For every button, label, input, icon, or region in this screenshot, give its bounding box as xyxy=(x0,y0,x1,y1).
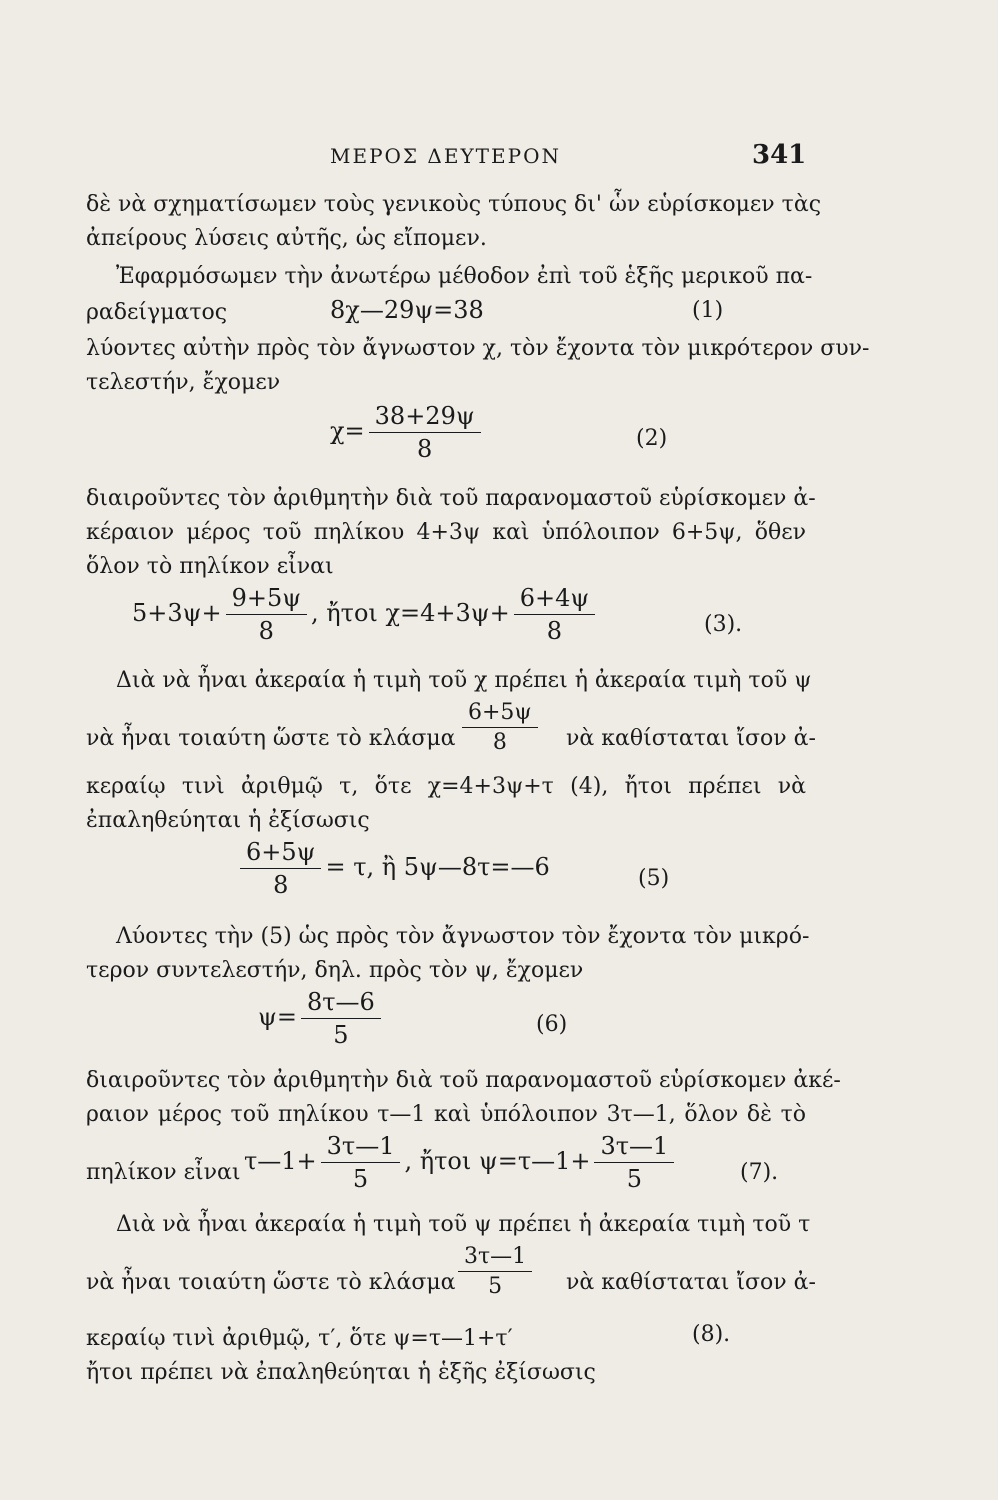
fraction xyxy=(240,838,321,899)
text-line: νὰ ἦναι τοιαύτη ὥστε τὸ κλάσμα xyxy=(86,726,456,751)
equation-7 xyxy=(244,1132,678,1193)
fraction xyxy=(514,584,595,645)
text-line: διαιροῦντες τὸν ἀριθμητὴν διὰ τοῦ παρανομαστοῦ εὑρίσκομεν ἀ- xyxy=(86,486,816,511)
text-line: δὲ νὰ σχηματίσωμεν τοὺς γενικοὺς τύπους δι' ὧν εὑρίσκομεν τὰς xyxy=(86,192,822,217)
numerator: 8τ—6 xyxy=(301,988,381,1019)
equation-6 xyxy=(258,988,385,1049)
text-line: κεραίῳ τινὶ ἀριθμῷ τ, ὅτε χ=4+3ψ+τ (4), ἤτοι πρέπει νὰ xyxy=(86,774,806,799)
text-line: Διὰ νὰ ἦναι ἀκεραία ἡ τιμὴ τοῦ χ πρέπει ἡ ἀκεραία τιμὴ τοῦ ψ xyxy=(116,668,812,693)
numerator: 3τ—1 xyxy=(321,1132,401,1163)
equation-part: τ—1+ xyxy=(244,1147,317,1175)
text-line: ἀπείρους λύσεις αὐτῆς, ὡς εἴπομεν. xyxy=(86,226,487,251)
denominator: 8 xyxy=(258,617,274,645)
text-line: πηλίκον εἶναι xyxy=(86,1160,241,1185)
text-line: Διὰ νὰ ἦναι ἀκεραία ἡ τιμὴ τοῦ ψ πρέπει ἡ ἀκεραία τιμὴ τοῦ τ xyxy=(116,1212,811,1237)
equation-number: (1) xyxy=(692,298,724,323)
equation-lhs: ψ= xyxy=(258,1003,297,1031)
equation-number: (8). xyxy=(692,1322,731,1347)
equation-1: 8χ—29ψ=38 xyxy=(330,296,484,324)
text-line: ὅλον τὸ πηλίκον εἶναι xyxy=(86,554,334,579)
denominator: 8 xyxy=(417,435,433,463)
text-line: ἐπαληθεύηται ἡ ἐξίσωσις xyxy=(86,808,370,833)
page-header xyxy=(0,140,998,180)
equation-number: (7). xyxy=(740,1160,779,1185)
text-line: διαιροῦντες τὸν ἀριθμητὴν διὰ τοῦ παρανομαστοῦ εὑρίσκομεν ἀκέ- xyxy=(86,1068,841,1093)
denominator: 8 xyxy=(273,871,289,899)
text-line: ραιον μέρος τοῦ πηλίκου τ—1 καὶ ὑπόλοιπον 3τ—1, ὅλον δὲ τὸ xyxy=(86,1102,806,1127)
denominator: 5 xyxy=(488,1274,503,1299)
numerator: 38+29ψ xyxy=(369,402,481,433)
text-line: ἤτοι πρέπει νὰ ἐπαληθεύηται ἡ ἑξῆς ἐξίσωσις xyxy=(86,1360,596,1385)
page-number: 341 xyxy=(752,140,807,170)
equation-part: 5+3ψ+ xyxy=(132,599,222,627)
fraction xyxy=(462,700,538,755)
inline-fraction xyxy=(458,700,542,755)
equation-number: (3). xyxy=(704,612,743,637)
denominator: 8 xyxy=(492,730,507,755)
inline-fraction xyxy=(454,1244,536,1299)
equation-5 xyxy=(236,838,550,899)
text-line: κέραιον μέρος τοῦ πηλίκου 4+3ψ καὶ ὑπόλοιπον 6+5ψ, ὅθεν xyxy=(86,520,806,545)
equation-3 xyxy=(132,584,599,645)
fraction xyxy=(226,584,307,645)
equation-number: (2) xyxy=(636,426,668,451)
text-line: κεραίῳ τινὶ ἀριθμῷ, τ′, ὅτε ψ=τ—1+τ′ xyxy=(86,1326,513,1351)
numerator: 3τ—1 xyxy=(458,1244,532,1272)
equation-lhs: χ= xyxy=(330,417,365,445)
text-line: τελεστήν, ἔχομεν xyxy=(86,370,281,395)
fraction xyxy=(321,1132,401,1193)
text-line: τερον συντελεστήν, δηλ. πρὸς τὸν ψ, ἔχομεν xyxy=(86,958,584,983)
equation-2 xyxy=(330,402,485,463)
equation-number: (5) xyxy=(638,866,670,891)
text-line: ραδείγματος xyxy=(86,300,228,325)
fraction xyxy=(458,1244,532,1299)
denominator: 8 xyxy=(546,617,563,645)
equation-part: , ἤτοι ψ=τ—1+ xyxy=(404,1147,591,1175)
numerator: 6+5ψ xyxy=(240,838,321,869)
equation-part: , ἤτοι χ=4+3ψ+ xyxy=(311,599,510,627)
denominator: 5 xyxy=(626,1165,643,1193)
numerator: 9+5ψ xyxy=(226,584,307,615)
fraction xyxy=(369,402,481,463)
denominator: 5 xyxy=(333,1021,349,1049)
text-line: Ἐφαρμόσωμεν τὴν ἀνωτέρω μέθοδον ἐπὶ τοῦ ἑξῆς μερικοῦ πα- xyxy=(116,264,813,289)
text-line: νὰ καθίσταται ἴσον ἀ- xyxy=(566,726,816,751)
denominator: 5 xyxy=(352,1165,369,1193)
running-title: ΜΕΡΟΣ ΔΕΥΤΕΡΟΝ xyxy=(330,144,561,168)
equation-part: = τ, ἢ 5ψ—8τ=—6 xyxy=(325,853,550,881)
numerator: 3τ—1 xyxy=(594,1132,674,1163)
numerator: 6+4ψ xyxy=(514,584,595,615)
numerator: 6+5ψ xyxy=(462,700,538,728)
fraction xyxy=(301,988,381,1049)
equation-number: (6) xyxy=(536,1012,568,1037)
text-line: λύοντες αὐτὴν πρὸς τὸν ἄγνωστον χ, τὸν ἔχοντα τὸν μικρότερον συν- xyxy=(86,336,870,361)
fraction xyxy=(594,1132,674,1193)
text-line: νὰ καθίσταται ἴσον ἀ- xyxy=(566,1270,816,1295)
text-line: Λύοντες τὴν (5) ὡς πρὸς τὸν ἄγνωστον τὸν ἔχοντα τὸν μικρό- xyxy=(116,924,810,949)
text-line: νὰ ἦναι τοιαύτη ὥστε τὸ κλάσμα xyxy=(86,1270,456,1295)
